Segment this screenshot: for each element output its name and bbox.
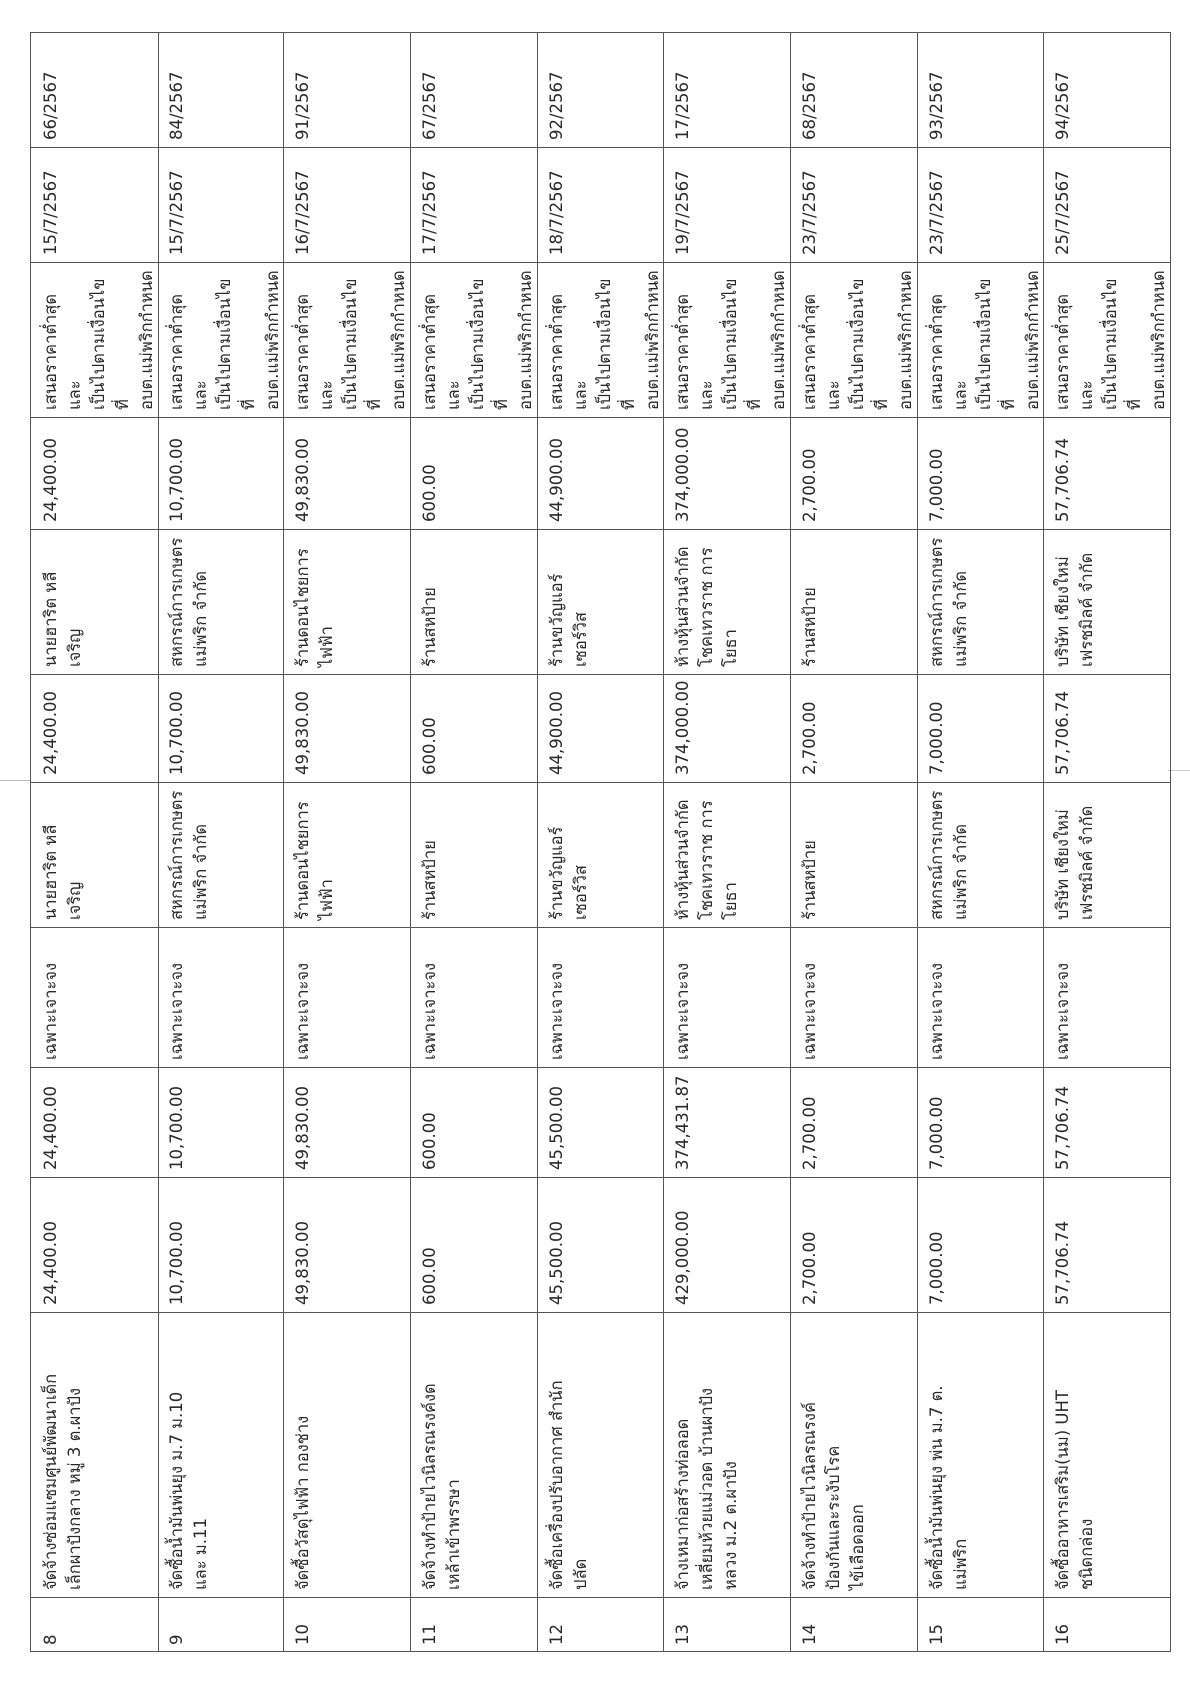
- contract-date-cell: [790, 147, 917, 262]
- selected-vendor: บริษัท เชียงใหม่ เฟรชมิลค์ จำกัด: [1053, 552, 1097, 667]
- procurement-method: เฉพาะเจาะจง: [293, 962, 313, 1060]
- selection-reason-cell: [157, 262, 284, 417]
- contract-date-cell: [31, 147, 158, 262]
- item-description-cell: [537, 1312, 664, 1597]
- selected-vendor: นายฮาริต หลีเจริญ: [41, 571, 84, 667]
- selected-vendor-cell: [537, 529, 664, 674]
- procurement-method: เฉพาะเจาะจง: [546, 962, 566, 1060]
- median-price-cell: [1043, 1067, 1170, 1177]
- contract-number-cell: [31, 32, 158, 147]
- median-price-cell: [283, 1067, 410, 1177]
- row-number: 8: [41, 1634, 60, 1645]
- contract-number-cell: [663, 32, 790, 147]
- bid-price-cell: [537, 674, 664, 782]
- contract-date-cell: [157, 147, 284, 262]
- bidder-and-price-cell: [410, 782, 537, 927]
- contract-date: 18/7/2567: [546, 170, 566, 255]
- contract-number-cell: [790, 32, 917, 147]
- bid-price: 57,706.74: [1053, 691, 1073, 775]
- item-description-cell: [283, 1312, 410, 1597]
- selection-reason-cell: [917, 262, 1044, 417]
- contract-number: 66/2567: [41, 71, 60, 140]
- contract-price: 57,706.74: [1053, 438, 1073, 522]
- selection-reason-cell: [537, 262, 664, 417]
- scan-edge-mark: [0, 780, 30, 781]
- selection-reason: เสนอราคาต่ำสุดและ เป็นไปตามเงื่อนไขที่ อบต.แม่พริกกำหนด: [166, 270, 282, 410]
- contract-date: 19/7/2567: [673, 170, 693, 255]
- contract-number-cell: [537, 32, 664, 147]
- bidder-and-price-cell: [283, 782, 410, 927]
- contract-number-cell: [917, 32, 1044, 147]
- contract-date-cell: [663, 147, 790, 262]
- budget-amount: 7,000.00: [926, 1231, 946, 1305]
- item-description-cell: [917, 1312, 1044, 1597]
- contract-price: 10,700.00: [166, 438, 186, 522]
- selected-vendor-cell: [1043, 529, 1170, 674]
- contract-date: 16/7/2567: [293, 170, 313, 255]
- row-number: 13: [673, 1624, 693, 1645]
- budget-amount-cell: [917, 1177, 1044, 1312]
- item-description-cell: [31, 1312, 158, 1597]
- bidder-and-price: ร้านสหป้าย: [420, 840, 439, 920]
- contract-number-cell: [410, 32, 537, 147]
- contract-price: 24,400.00: [41, 438, 60, 522]
- median-price-cell: [31, 1067, 158, 1177]
- bidder-and-price: ร้านดอนไชยการ ไฟฟ้า: [293, 801, 337, 920]
- budget-amount: 57,706.74: [1053, 1221, 1073, 1305]
- row-number: 16: [1053, 1624, 1073, 1645]
- contract-price: 44,900.00: [546, 438, 566, 522]
- procurement-method-cell: [410, 927, 537, 1067]
- median-price: 24,400.00: [41, 1086, 60, 1170]
- contract-date-cell: [283, 147, 410, 262]
- contract-number: 84/2567: [166, 71, 186, 140]
- bid-price-cell: [157, 674, 284, 782]
- budget-amount-cell: [663, 1177, 790, 1312]
- bid-price: 24,400.00: [41, 691, 60, 775]
- median-price-cell: [157, 1067, 284, 1177]
- bidder-and-price: นายฮาริต หลีเจริญ: [41, 824, 84, 920]
- table-row: [283, 32, 411, 1652]
- contract-date: 25/7/2567: [1053, 170, 1073, 255]
- bidder-and-price-cell: [790, 782, 917, 927]
- bidder-and-price: ร้านขวัญแอร์ เซอร์วิส: [546, 826, 590, 920]
- scan-edge-mark: [1168, 770, 1190, 771]
- selected-vendor: สหกรณ์การเกษตร แม่พริก จำกัด: [166, 537, 210, 667]
- selected-vendor-cell: [31, 529, 158, 674]
- bid-price-cell: [917, 674, 1044, 782]
- selection-reason-cell: [790, 262, 917, 417]
- bidder-and-price-cell: [663, 782, 790, 927]
- contract-price: 2,700.00: [800, 448, 819, 522]
- procurement-method-cell: [917, 927, 1044, 1067]
- item-description-cell: [790, 1312, 917, 1597]
- selected-vendor: ร้านสหป้าย: [800, 587, 819, 667]
- contract-number-cell: [1043, 32, 1170, 147]
- item-description: จัดซื้ออาหารเสริม(นม) UHT ชนิดกล่อง: [1053, 1390, 1097, 1590]
- contract-price-cell: [663, 417, 790, 529]
- table-row: [917, 32, 1045, 1652]
- procurement-method-cell: [790, 927, 917, 1067]
- contract-number: 92/2567: [546, 71, 566, 140]
- median-price: 2,700.00: [800, 1096, 819, 1170]
- row-number-cell: [157, 1597, 284, 1652]
- median-price: 10,700.00: [166, 1086, 186, 1170]
- median-price-cell: [410, 1067, 537, 1177]
- item-description-cell: [157, 1312, 284, 1597]
- row-number: 9: [166, 1634, 186, 1645]
- contract-date-cell: [1043, 147, 1170, 262]
- selected-vendor: ห้างหุ้นส่วนจำกัด โชคเทวราช การ โยธา: [673, 546, 741, 667]
- bid-price: 10,700.00: [166, 691, 186, 775]
- bidder-and-price-cell: [537, 782, 664, 927]
- row-number-cell: [283, 1597, 410, 1652]
- procurement-table: [30, 32, 1170, 1652]
- item-description: จัดซื้อน้ำมันพ่นยุง พ่น ม.7 ต. แม่พริก: [926, 1385, 970, 1590]
- selection-reason-cell: [410, 262, 537, 417]
- selection-reason-cell: [663, 262, 790, 417]
- bid-price: 44,900.00: [546, 691, 566, 775]
- contract-date-cell: [917, 147, 1044, 262]
- row-number-cell: [663, 1597, 790, 1652]
- item-description-cell: [663, 1312, 790, 1597]
- selected-vendor-cell: [410, 529, 537, 674]
- procurement-method-cell: [537, 927, 664, 1067]
- row-number-cell: [790, 1597, 917, 1652]
- median-price: 45,500.00: [546, 1086, 566, 1170]
- contract-date: 23/7/2567: [800, 170, 819, 255]
- contract-number: 67/2567: [420, 71, 439, 140]
- contract-number-cell: [157, 32, 284, 147]
- procurement-method: เฉพาะเจาะจง: [420, 962, 439, 1060]
- bidder-and-price: สหกรณ์การเกษตร แม่พริก จำกัด: [166, 790, 210, 920]
- selected-vendor-cell: [663, 529, 790, 674]
- contract-number: 94/2567: [1053, 71, 1073, 140]
- procurement-method: เฉพาะเจาะจง: [673, 962, 693, 1060]
- contract-price-cell: [31, 417, 158, 529]
- contract-number: 91/2567: [293, 71, 313, 140]
- item-description: จัดซื้อเครื่องปรับอากาศ สำนัก ปลัด: [546, 1380, 590, 1590]
- selection-reason: เสนอราคาต่ำสุดและ เป็นไปตามเงื่อนไขที่ อบต.แม่พริกกำหนด: [420, 270, 535, 410]
- contract-price-cell: [790, 417, 917, 529]
- selected-vendor: ร้านขวัญแอร์ เซอร์วิส: [546, 573, 590, 667]
- bid-price: 7,000.00: [926, 701, 946, 775]
- contract-date: 15/7/2567: [166, 170, 186, 255]
- procurement-method-cell: [663, 927, 790, 1067]
- row-number-cell: [31, 1597, 158, 1652]
- bidder-and-price-cell: [1043, 782, 1170, 927]
- budget-amount: 45,500.00: [546, 1221, 566, 1305]
- selected-vendor: สหกรณ์การเกษตร แม่พริก จำกัด: [926, 537, 970, 667]
- median-price-cell: [790, 1067, 917, 1177]
- budget-amount-cell: [31, 1177, 158, 1312]
- table-row: [30, 32, 159, 1652]
- median-price-cell: [663, 1067, 790, 1177]
- procurement-method-cell: [283, 927, 410, 1067]
- bid-price-cell: [410, 674, 537, 782]
- budget-amount: 429,000.00: [673, 1210, 693, 1305]
- contract-price-cell: [1043, 417, 1170, 529]
- item-description: จัดซื้อน้ำมันพ่นยุง ม.7 ม.10 และ ม.11: [166, 1391, 210, 1590]
- selection-reason: เสนอราคาต่ำสุดและ เป็นไปตามเงื่อนไขที่ อบต.แม่พริกกำหนด: [293, 270, 409, 410]
- selection-reason: เสนอราคาต่ำสุดและ เป็นไปตามเงื่อนไขที่ อบต.แม่พริกกำหนด: [926, 270, 1042, 410]
- procurement-method: เฉพาะเจาะจง: [1053, 962, 1073, 1060]
- contract-price: 7,000.00: [926, 448, 946, 522]
- item-description: จ้างเหมาก่อสร้างท่อลอด เหลี่ยมห้วยแม่วอด บ้านผาปัง หลวง ม.2 ต.ผาปัง: [673, 1387, 741, 1590]
- median-price-cell: [917, 1067, 1044, 1177]
- budget-amount: 24,400.00: [41, 1221, 60, 1305]
- bidder-and-price: ห้างหุ้นส่วนจำกัด โชคเทวราช การ โยธา: [673, 799, 741, 920]
- bidder-and-price: ร้านสหป้าย: [800, 840, 819, 920]
- procurement-method: เฉพาะเจาะจง: [41, 962, 60, 1060]
- selected-vendor: ร้านดอนไชยการ ไฟฟ้า: [293, 548, 337, 667]
- bid-price: 49,830.00: [293, 691, 313, 775]
- table-row: [537, 32, 665, 1652]
- procurement-method: เฉพาะเจาะจง: [926, 962, 946, 1060]
- table-row: [157, 32, 285, 1652]
- selected-vendor-cell: [790, 529, 917, 674]
- selection-reason: เสนอราคาต่ำสุดและ เป็นไปตามเงื่อนไขที่ อบต.แม่พริกกำหนด: [41, 270, 156, 410]
- contract-price-cell: [537, 417, 664, 529]
- row-number-cell: [1043, 1597, 1170, 1652]
- row-number-cell: [917, 1597, 1044, 1652]
- contract-number: 17/2567: [673, 71, 693, 140]
- contract-price: 374,000.00: [673, 427, 693, 522]
- median-price: 49,830.00: [293, 1086, 313, 1170]
- contract-price-cell: [157, 417, 284, 529]
- budget-amount: 10,700.00: [166, 1221, 186, 1305]
- budget-amount-cell: [790, 1177, 917, 1312]
- median-price-cell: [537, 1067, 664, 1177]
- contract-price-cell: [283, 417, 410, 529]
- item-description: จัดจ้างทำป้ายไวนิลรณรงค์ ป้องกันและระงับโรค ไข้เลือดออก: [800, 1401, 867, 1590]
- item-description-cell: [1043, 1312, 1170, 1597]
- contract-date: 23/7/2567: [926, 170, 946, 255]
- selection-reason: เสนอราคาต่ำสุดและ เป็นไปตามเงื่อนไขที่ อบต.แม่พริกกำหนด: [673, 270, 789, 410]
- selected-vendor-cell: [283, 529, 410, 674]
- median-price: 57,706.74: [1053, 1086, 1073, 1170]
- procurement-method: เฉพาะเจาะจง: [166, 962, 186, 1060]
- bid-price-cell: [1043, 674, 1170, 782]
- budget-amount-cell: [157, 1177, 284, 1312]
- selected-vendor-cell: [157, 529, 284, 674]
- median-price: 374,431.87: [673, 1075, 693, 1170]
- bidder-and-price: สหกรณ์การเกษตร แม่พริก จำกัด: [926, 790, 970, 920]
- item-description: จัดจ้างซ่อมแซมศูนย์พัฒนาเด็ก เล็กผาปังกลาง หมู่ 3 ต.ผาปัง: [41, 1373, 84, 1590]
- row-number: 10: [293, 1624, 313, 1645]
- bid-price: 2,700.00: [800, 701, 819, 775]
- bidder-and-price-cell: [157, 782, 284, 927]
- bidder-and-price-cell: [917, 782, 1044, 927]
- contract-number-cell: [283, 32, 410, 147]
- row-number: 15: [926, 1624, 946, 1645]
- row-number: 14: [800, 1624, 819, 1645]
- budget-amount-cell: [410, 1177, 537, 1312]
- contract-date: 17/7/2567: [420, 170, 439, 255]
- item-description: จัดจ้างทำป้ายไวนิลรณรงค์งด เหล้าเข้าพรรษา: [420, 1383, 463, 1590]
- table-row: [790, 32, 918, 1652]
- row-number-cell: [537, 1597, 664, 1652]
- contract-number: 68/2567: [800, 71, 819, 140]
- bid-price-cell: [283, 674, 410, 782]
- budget-amount-cell: [283, 1177, 410, 1312]
- selection-reason: เสนอราคาต่ำสุดและ เป็นไปตามเงื่อนไขที่ อบต.แม่พริกกำหนด: [800, 270, 915, 410]
- bidder-and-price-cell: [31, 782, 158, 927]
- selection-reason: เสนอราคาต่ำสุดและ เป็นไปตามเงื่อนไขที่ อบต.แม่พริกกำหนด: [1053, 270, 1169, 410]
- bid-price-cell: [663, 674, 790, 782]
- procurement-method-cell: [31, 927, 158, 1067]
- table-row: [663, 32, 791, 1652]
- contract-date: 15/7/2567: [41, 170, 60, 255]
- selection-reason-cell: [283, 262, 410, 417]
- selected-vendor-cell: [917, 529, 1044, 674]
- contract-date-cell: [410, 147, 537, 262]
- procurement-method-cell: [1043, 927, 1170, 1067]
- bid-price: 600.00: [420, 717, 439, 775]
- procurement-method-cell: [157, 927, 284, 1067]
- median-price: 600.00: [420, 1112, 439, 1170]
- contract-price-cell: [410, 417, 537, 529]
- table-row: [1043, 32, 1171, 1652]
- selection-reason: เสนอราคาต่ำสุดและ เป็นไปตามเงื่อนไขที่ อบต.แม่พริกกำหนด: [546, 270, 662, 410]
- procurement-method: เฉพาะเจาะจง: [800, 962, 819, 1060]
- row-number: 12: [546, 1624, 566, 1645]
- bid-price: 374,000.00: [673, 680, 693, 775]
- selection-reason-cell: [31, 262, 158, 417]
- item-description-cell: [410, 1312, 537, 1597]
- row-number: 11: [420, 1624, 439, 1645]
- contract-price: 49,830.00: [293, 438, 313, 522]
- budget-amount-cell: [1043, 1177, 1170, 1312]
- bid-price-cell: [31, 674, 158, 782]
- contract-price: 600.00: [420, 464, 439, 522]
- bid-price-cell: [790, 674, 917, 782]
- budget-amount-cell: [537, 1177, 664, 1312]
- contract-price-cell: [917, 417, 1044, 529]
- selection-reason-cell: [1043, 262, 1170, 417]
- median-price: 7,000.00: [926, 1096, 946, 1170]
- contract-number: 93/2567: [926, 71, 946, 140]
- bidder-and-price: บริษัท เชียงใหม่ เฟรชมิลค์ จำกัด: [1053, 805, 1097, 920]
- contract-date-cell: [537, 147, 664, 262]
- row-number-cell: [410, 1597, 537, 1652]
- selected-vendor: ร้านสหป้าย: [420, 587, 439, 667]
- item-description: จัดซื้อวัสดุไฟฟ้า กองช่าง: [293, 1415, 313, 1590]
- table-row: [410, 32, 538, 1652]
- budget-amount: 49,830.00: [293, 1221, 313, 1305]
- budget-amount: 2,700.00: [800, 1231, 819, 1305]
- budget-amount: 600.00: [420, 1247, 439, 1305]
